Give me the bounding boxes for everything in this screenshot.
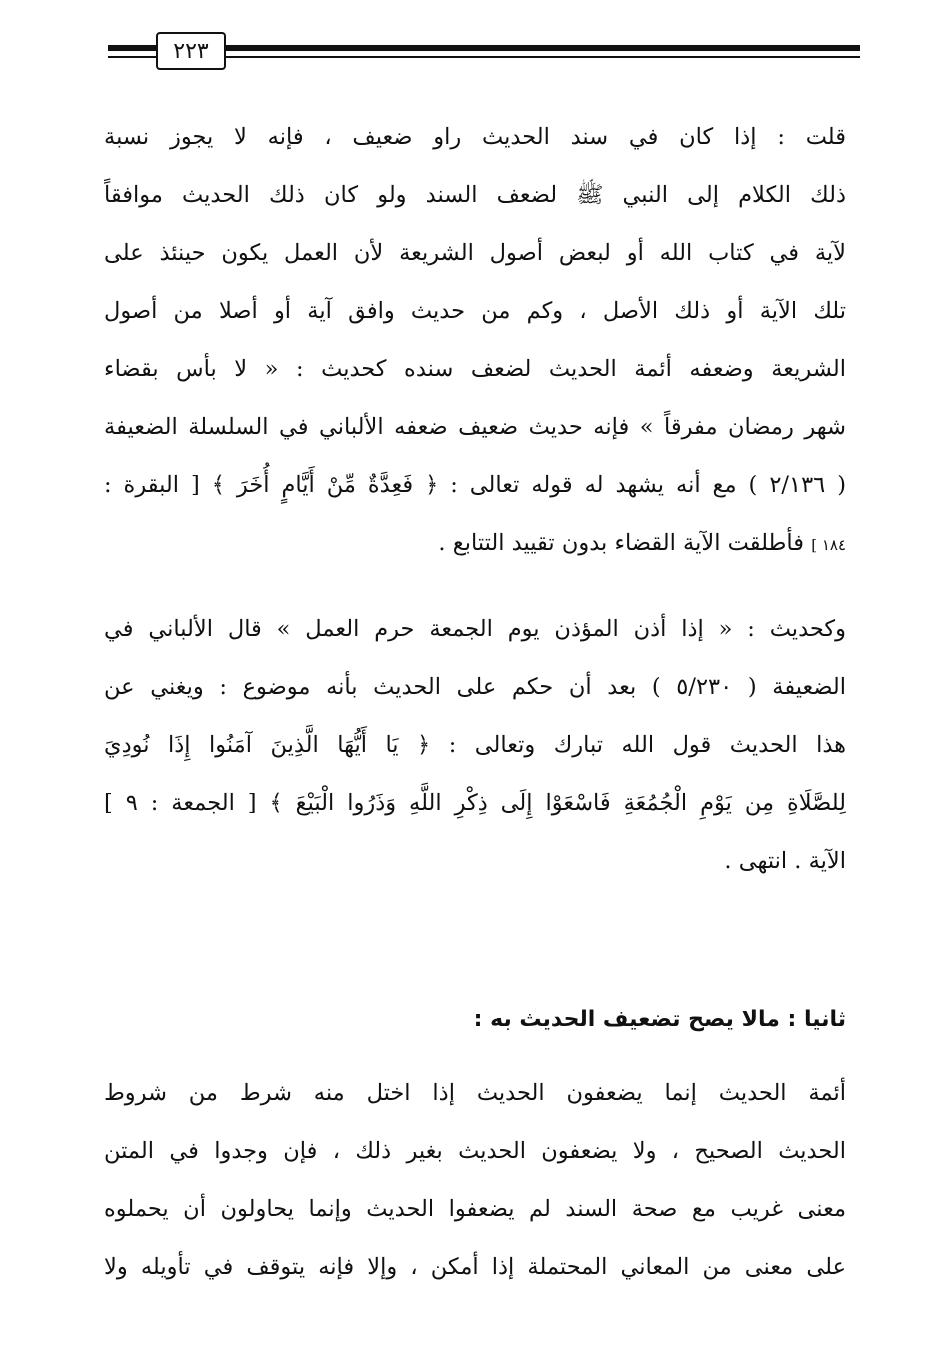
text-line: الآية . انتهى . [724,848,846,874]
page-number: ٢٢٣ [156,32,226,70]
text-line-final [104,514,846,572]
text-line: على معنى من المعاني المحتملة إذا أمكن ، وإلا فإنه يتوقف في تأويله ولا [104,1254,846,1280]
text-line: لآية في كتاب الله أو لبعض أصول الشريعة لأن العمل يكون حينئذ على [104,240,846,266]
text-line: ذلك الكلام إلى النبي ﷺ لضعف السند ولو كان ذلك الحديث موافقاً [104,182,846,208]
text-line: ( ٢/١٣٦ ) مع أنه يشهد له قوله تعالى : ﴿ فَعِدَّةٌ مِّنْ أَيَّامٍ أُخَرَ ﴾ [ البقرة : [104,472,846,498]
paragraph-1 [104,108,846,572]
text-line: معنى غريب مع صحة السند لم يضعفوا الحديث وإنما يحاولون أن يحملوه [104,1196,846,1222]
text-line: وكحديث : « إذا أذن المؤذن يوم الجمعة حرم العمل » قال الألباني في [104,616,846,642]
paragraph-2 [104,600,846,890]
text-line: الضعيفة ( ٥/٢٣٠ ) بعد أن حكم على الحديث بأنه موضوع : ويغني عن [104,674,846,700]
section-heading: ثانيا : مالا يصح تضعيف الحديث به : [473,1007,846,1032]
page-header [108,28,860,72]
text-line: الحديث الصحيح ، ولا يضعفون الحديث بغير ذلك ، فإن وجدوا في المتن [104,1138,846,1164]
text-line: هذا الحديث قول الله تبارك وتعالى : ﴿ يَا أَيُّهَا الَّذِينَ آمَنُوا إِذَا نُودِيَ [104,732,846,758]
text-line: قلت : إذا كان في سند الحديث راو ضعيف ، فإنه لا يجوز نسبة [104,124,846,150]
verse-reference: ١٨٤ ] [811,536,846,554]
paragraph-3 [104,1064,846,1296]
text-line: أئمة الحديث إنما يضعفون الحديث إذا اختل منه شرط من شروط [104,1080,846,1106]
text-line: تلك الآية أو ذلك الأصل ، وكم من حديث وافق آية أو أصلا من أصول [104,298,846,324]
text-line: شهر رمضان مفرقاً » فإنه حديث ضعيف ضعفه الألباني في السلسلة الضعيفة [104,414,846,440]
text-line: الشريعة وضعفه أئمة الحديث لضعف سنده كحديث : « لا بأس بقضاء [104,356,846,382]
text-line: لِلصَّلَاةِ مِن يَوْمِ الْجُمُعَةِ فَاسْعَوْا إِلَى ذِكْرِ اللَّهِ وَذَرُوا الْبَيْعَ ﴾ [ الجمعة : ٩ ] [104,790,846,816]
text-fragment: فأطلقت الآية القضاء بدون تقييد التتابع . [438,530,805,556]
